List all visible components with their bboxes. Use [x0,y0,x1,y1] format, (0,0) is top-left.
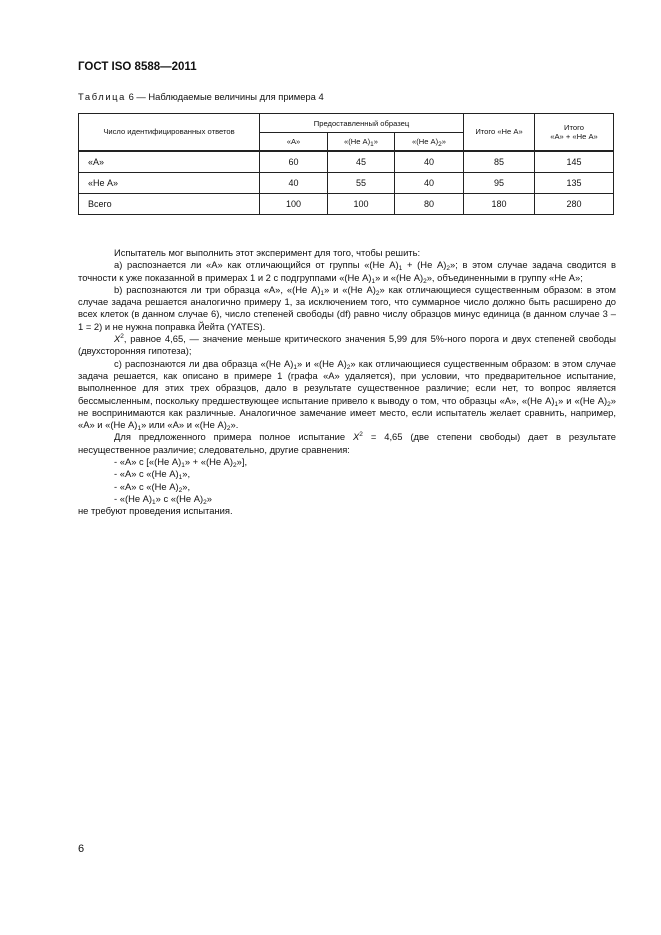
row-label: «А» [79,151,260,173]
list-item: - «(Не $А)_1$» с «(Не $А)_2$» [114,492,212,506]
header-answers: Число идентифицированных ответов [79,114,260,151]
cell-value: 40 [395,151,464,173]
table-caption [78,91,324,102]
paragraph-b: b) распознаются ли три образца «А», «(Не $А)_1$» и «(Не $А)_2$» как отличающиеся существенным образом: в этом случае задача решается аналогично примеру 1, за исключением того, что суммарное число должно быть расширено до всех клеток (в данном случае 6), число степеней свободы (df) равно числу образцов минус единица (в данном случае 3 – 1 = 2) и не нужна поправка Йейта (YATES). [78,283,617,332]
table-row [79,193,614,214]
table-caption-word: Таблица [78,91,126,102]
paragraph-intro: Испытатель мог выполнить этот эксперимент для того, чтобы решить: [114,247,421,258]
row-label: Всего [79,193,260,214]
paragraph-c: с) распознаются ли два образца «(Не $А)_1$» и «(Не $А)_2$» как отличающиеся существенным образом: в этом случае задача решается, как описано в примере 1 (графа «А» удаляется), при условии, что предварительное испытание, выполненное для этих трех образцов, дало в результате существенное различие; если нет, то вопрос является бессмысленным, поскольку предшествующее испытание привело к выводу о том, что образцы «А», «(Не $А)_1$» и «(Не $А)_2$» не воспринимаются как различные. Аналогичное замечание имеет место, если испытатель желает сравнить, например, «А» и «(Не $А)_1$» или «А» и «(Не $А)_2$». [78,357,616,433]
cell-value: 135 [535,172,614,193]
list-item: - «А» с «(Не $А)_1$», [114,468,191,482]
cell-value: 60 [260,151,328,173]
document-header: ГОСТ ISO 8588—2011 [78,61,197,73]
cell-value: 85 [464,151,535,173]
cell-value: 180 [464,193,535,214]
body-text [78,247,616,518]
cell-value: 95 [464,172,535,193]
header-sample-not-a2: «(Не $А)_2$» [395,133,464,151]
cell-value: 100 [260,193,328,214]
table-row [79,172,614,193]
header-sample-group: Предоставленный образец [260,114,464,133]
cell-value: 40 [395,172,464,193]
paragraph-chi: $X^2$, равное 4,65, — значение меньше критического значения 5,99 для 5%-ного порога и двух степеней свободы (двухсторонняя гипотеза); [78,333,616,357]
header-total-sum-line1: Итого [564,122,584,132]
cell-value: 80 [395,193,464,214]
paragraph-conclusion: Для предложенного примера полное испытание $X^2 = 4,65$ (две степени свободы) дает в результате несущественное различие; следовательно, другие сравнения: [78,431,616,455]
table-caption-rest: 6 — Наблюдаемые величины для примера 4 [125,91,324,102]
cell-value: 145 [535,151,614,173]
row-label: «Не А» [79,172,260,193]
table-row [79,151,614,173]
cell-value: 40 [260,172,328,193]
header-total-not-a: Итого «Не А» [464,114,535,151]
header-sample-a: «А» [260,133,328,151]
list-item: - «А» с [«(Не $А)_1$» + «(Не $А)_2$»], [114,456,248,470]
header-total-sum [535,114,614,151]
list-item: - «А» с «(Не $А)_2$», [114,480,191,494]
header-total-sum-line2: «А» + «Не А» [550,131,598,141]
observed-values-table [78,113,614,215]
page-number: 6 [78,843,85,855]
cell-value: 55 [328,172,395,193]
paragraph-a: а) распознается ли «А» как отличающийся от группы «(Не $А)_1 + (Не$ $А)_2$»; в этом случае задача сводится в точности к уже показанной в примерах 1 и 2 с подгруппами «(Не $А)_1$» и «(Не $А)_2$», объединенными в группу «Не А»; [78,259,616,285]
cell-value: 280 [535,193,614,214]
paragraph-final: не требуют проведения испытания. [78,505,233,517]
cell-value: 100 [328,193,395,214]
header-sample-not-a1: «(Не $А)_1$» [328,133,395,151]
cell-value: 45 [328,151,395,173]
